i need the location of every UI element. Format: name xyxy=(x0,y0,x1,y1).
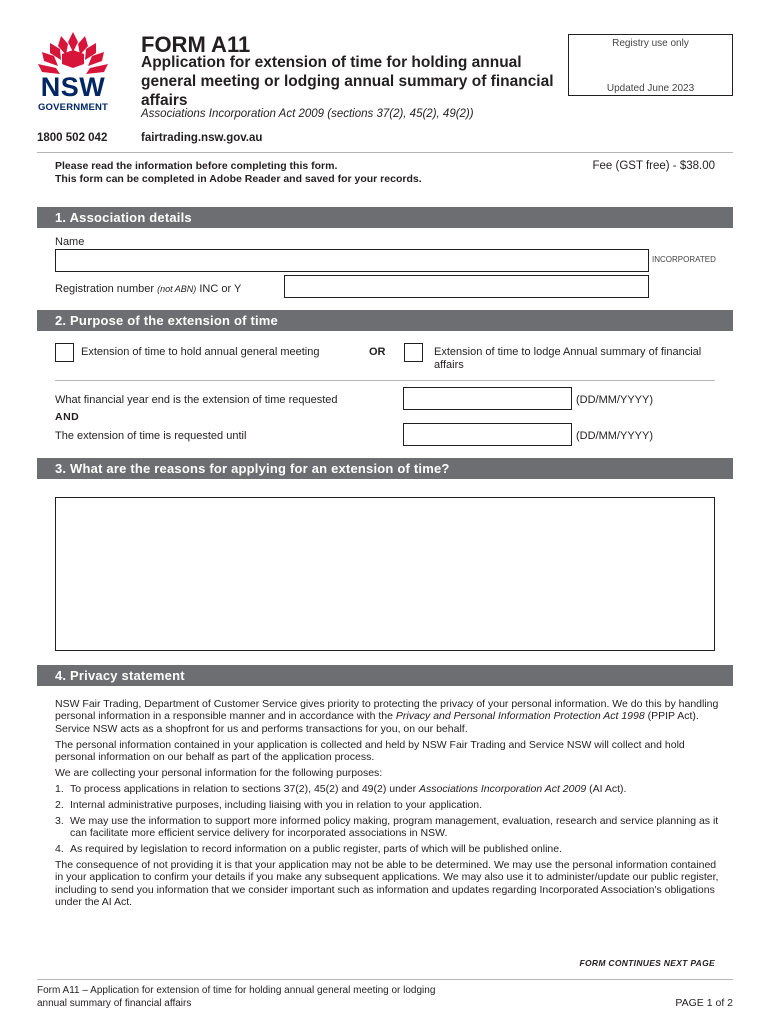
updated-date: Updated June 2023 xyxy=(606,83,695,94)
p1-act-name: Privacy and Personal Information Protection Act 1998 xyxy=(395,710,645,723)
privacy-statement xyxy=(55,698,719,912)
name-label: Name xyxy=(55,236,85,248)
extension-until-field[interactable] xyxy=(403,423,572,446)
agm-extension-checkbox[interactable] xyxy=(55,343,74,362)
privacy-paragraph-3: We are collecting your personal information for the following purposes: xyxy=(55,767,383,780)
list-act-name: Associations Incorporation Act 2009 xyxy=(419,782,587,795)
instruction-line-1: Please read the information before completing this form. xyxy=(55,160,338,172)
divider xyxy=(37,152,733,153)
reasons-textarea[interactable] xyxy=(55,497,715,651)
registry-label: Registry use only xyxy=(612,38,689,49)
list-text: As required by legislation to record information on a public register, parts of which will be published online. xyxy=(70,843,563,856)
form-continues-note: FORM CONTINUES NEXT PAGE xyxy=(579,958,715,968)
fee-label: Fee (GST free) - $38.00 xyxy=(592,160,715,172)
financial-year-end-field[interactable] xyxy=(403,387,572,410)
waratah-flower-icon xyxy=(34,30,112,76)
association-name-field[interactable] xyxy=(55,249,649,272)
date-format-hint: (DD/MM/YYYY) xyxy=(576,394,653,406)
footer-form-title: Form A11 – Application for extension of time for holding annual general meeting or lodging annual summary of financial affairs xyxy=(37,985,436,1009)
privacy-paragraph-1 xyxy=(55,698,719,735)
list-item xyxy=(55,799,719,811)
list-text: Internal administrative purposes, including liaising with you in relation to your application. xyxy=(70,798,483,811)
registration-number-field[interactable] xyxy=(284,275,649,298)
or-label: OR xyxy=(369,346,386,358)
summary-extension-label: Extension of time to lodge Annual summary of financial affairs xyxy=(434,346,702,371)
logo-wordmark: NSW xyxy=(40,72,106,102)
reg-label-note: (not ABN) xyxy=(157,284,197,294)
registry-use-box xyxy=(568,34,733,96)
privacy-paragraph-2: The personal information contained in your application is collected and held by NSW Fair Trading and Service NSW will collect and hold personal information on our behalf as part of the application process. xyxy=(55,738,685,764)
incorporated-suffix: INCORPORATED xyxy=(652,255,716,264)
section-2-header: 2. Purpose of the extension of time xyxy=(37,310,733,331)
extension-until-label: The extension of time is requested until xyxy=(55,430,247,442)
section-3-header: 3. What are the reasons for applying for an extension of time? xyxy=(37,458,733,479)
nsw-government-logo xyxy=(34,30,112,114)
website-link[interactable]: fairtrading.nsw.gov.au xyxy=(141,132,263,144)
list-item xyxy=(55,815,719,840)
form-title: Application for extension of time for holding annual general meeting or lodging annual summary of financial affairs xyxy=(141,54,554,109)
p1-text-c: (PPIP Act). Service NSW acts as a shopfront for us and performs transactions for you, on our behalf. xyxy=(55,710,699,735)
agm-extension-label: Extension of time to hold annual general meeting xyxy=(81,346,320,358)
summary-extension-checkbox[interactable] xyxy=(404,343,423,362)
footer-divider xyxy=(37,979,733,980)
list-number: 1. xyxy=(55,782,64,795)
form-act-reference: Associations Incorporation Act 2009 (sections 37(2), 45(2), 49(2)) xyxy=(141,108,474,120)
list-number: 2. xyxy=(55,798,64,811)
list-item xyxy=(55,843,719,855)
instruction-line-2: This form can be completed in Adobe Reader and saved for your records. xyxy=(55,173,422,185)
registration-number-label xyxy=(55,283,241,295)
form-code: FORM A11 xyxy=(141,32,251,57)
p1-text-a: NSW Fair Trading, Department of Customer Service gives priority to protecting the privacy of your personal information. We do this by handling personal information in a responsible manner and in accordance with the xyxy=(55,698,719,723)
list-text: To process applications in relation to sections 37(2), 45(2) and 49(2) under xyxy=(70,782,420,795)
phone-number: 1800 502 042 xyxy=(37,132,108,144)
list-number: 4. xyxy=(55,843,64,856)
divider xyxy=(55,380,715,381)
purposes-list xyxy=(55,783,719,856)
reg-label-suffix: INC or Y xyxy=(196,283,242,295)
list-text: We may use the information to support more informed policy making, program management, evaluation, research and service planning as it can facilitate more efficient service delivery for incorporated associations in NSW. xyxy=(70,814,719,840)
list-item xyxy=(55,783,719,795)
section-4-header: 4. Privacy statement xyxy=(37,665,733,686)
reg-label-main: Registration number xyxy=(55,283,158,295)
list-number: 3. xyxy=(55,814,64,827)
privacy-paragraph-4: The consequence of not providing it is that your application may not be able to be determined. We may use the personal information contained in your application to confirm your details if you make any subsequent applications. We may also use it to administer/update our public register, including to send you information that we consider important such as information and updates regarding Incorporated Association's obligations under the AI Act. xyxy=(55,858,719,909)
logo-subtitle: GOVERNMENT xyxy=(37,102,109,113)
financial-year-label: What financial year end is the extension of time requested xyxy=(55,394,338,406)
page-number: PAGE 1 of 2 xyxy=(675,997,733,1009)
list-text-end: (AI Act). xyxy=(586,782,627,795)
date-format-hint: (DD/MM/YYYY) xyxy=(576,430,653,442)
section-1-header: 1. Association details xyxy=(37,207,733,228)
and-label: AND xyxy=(55,411,80,423)
